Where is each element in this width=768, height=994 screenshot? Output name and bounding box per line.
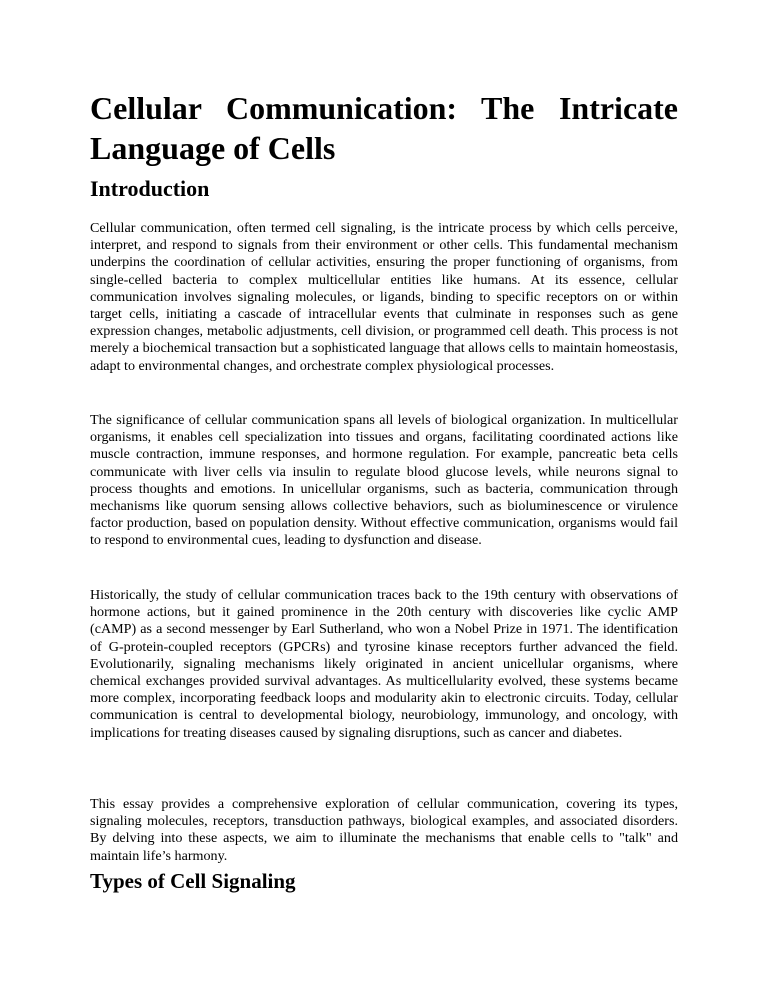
paragraph-introduction-1: Cellular communication, often termed cell signaling, is the intricate process by which cells perceive, interpret, and respond to signals from their environment or other cells. This fundamental mechanism underpins the coordination of cellular activities, ensuring the proper functioning of organisms, from single-celled bacteria to complex multicellular entities like humans. At its essence, cellular communication involves signaling molecules, or ligands, binding to specific receptors on or within target cells, initiating a cascade of intracellular events that culminate in responses such as gene expression changes, metabolic adjustments, cell division, or programmed cell death. This process is not merely a biochemical transaction but a sophisticated language that allows cells to maintain homeostasis, adapt to environmental changes, and orchestrate complex physiological processes. [90,220,678,374]
paragraph-introduction-3: Historically, the study of cellular communication traces back to the 19th century with observations of hormone actions, but it gained prominence in the 20th century with discoveries like cyclic AMP (cAMP) as a second messenger by Earl Sutherland, who won a Nobel Prize in 1971. The identification of G-protein-coupled receptors (GPCRs) and tyrosine kinase receptors further advanced the field. Evolutionarily, signaling mechanisms likely originated in ancient unicellular organisms, where chemical exchanges provided survival advantages. As multicellularity evolved, these systems became more complex, incorporating feedback loops and modularity akin to electronic circuits. Today, cellular communication is central to developmental biology, neurobiology, immunology, and oncology, with implications for treating diseases caused by signaling disruptions, such as cancer and diabetes. [90,587,678,741]
paragraph-introduction-4: This essay provides a comprehensive exploration of cellular communication, covering its types, signaling molecules, receptors, transduction pathways, biological examples, and associated disorders. By delving into these aspects, we aim to illuminate the mechanisms that enable cells to "talk" and maintain life’s harmony. [90,796,678,864]
section-heading-types-of-cell-signaling: Types of Cell Signaling [90,869,296,893]
section-heading-introduction: Introduction [90,176,210,201]
document-title: Cellular Communication: The Intricate Language of Cells [90,90,678,166]
paragraph-introduction-2: The significance of cellular communication spans all levels of biological organization. In multicellular organisms, it enables cell specialization into tissues and organs, facilitating coordinated actions like muscle contraction, immune responses, and hormone regulation. For example, pancreatic beta cells communicate with liver cells via insulin to regulate blood glucose levels, while neurons signal to process thoughts and emotions. In unicellular organisms, such as bacteria, communication through mechanisms like quorum sensing allows collective behaviors, such as bioluminescence or virulence factor production, based on population density. Without effective communication, organisms would fail to respond to environmental cues, leading to dysfunction and disease. [90,412,678,549]
